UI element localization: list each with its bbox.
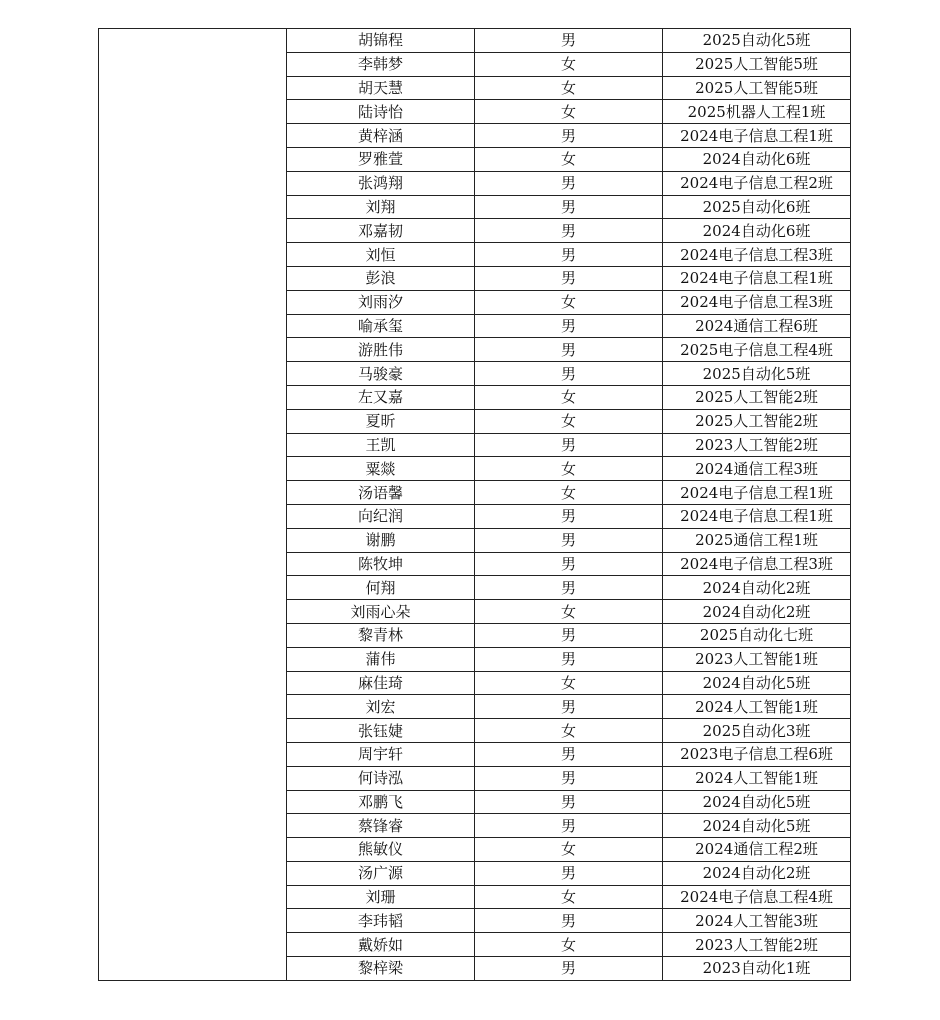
student-name-cell: 胡锦程 [287, 29, 475, 53]
gender-cell: 男 [475, 195, 663, 219]
student-name-cell: 刘雨心朵 [287, 600, 475, 624]
student-name-cell: 彭浪 [287, 266, 475, 290]
class-cell: 2024自动化6班 [663, 219, 851, 243]
class-cell: 2024自动化5班 [663, 814, 851, 838]
gender-cell: 男 [475, 314, 663, 338]
class-cell: 2024电子信息工程3班 [663, 243, 851, 267]
class-cell: 2024电子信息工程3班 [663, 290, 851, 314]
gender-cell: 男 [475, 29, 663, 53]
gender-cell: 男 [475, 504, 663, 528]
class-cell: 2024电子信息工程1班 [663, 124, 851, 148]
class-cell: 2024电子信息工程2班 [663, 171, 851, 195]
gender-cell: 男 [475, 576, 663, 600]
class-cell: 2025通信工程1班 [663, 528, 851, 552]
student-name-cell: 左又嘉 [287, 385, 475, 409]
roster-table [98, 28, 851, 981]
student-name-cell: 李韩梦 [287, 52, 475, 76]
gender-cell: 男 [475, 266, 663, 290]
student-name-cell: 蔡锋睿 [287, 814, 475, 838]
student-name-cell: 陈牧坤 [287, 552, 475, 576]
student-name-cell: 何翔 [287, 576, 475, 600]
class-cell: 2024自动化5班 [663, 790, 851, 814]
student-name-cell: 蒲伟 [287, 647, 475, 671]
student-name-cell: 张鸿翔 [287, 171, 475, 195]
student-name-cell: 黎梓梁 [287, 957, 475, 981]
student-name-cell: 麻佳琦 [287, 671, 475, 695]
gender-cell: 男 [475, 814, 663, 838]
gender-cell: 女 [475, 719, 663, 743]
gender-cell: 男 [475, 861, 663, 885]
class-cell: 2024自动化2班 [663, 600, 851, 624]
gender-cell: 男 [475, 528, 663, 552]
gender-cell: 男 [475, 766, 663, 790]
gender-cell: 男 [475, 552, 663, 576]
gender-cell: 男 [475, 909, 663, 933]
student-name-cell: 刘翔 [287, 195, 475, 219]
class-cell: 2025自动化5班 [663, 29, 851, 53]
student-name-cell: 张钰婕 [287, 719, 475, 743]
class-cell: 2023电子信息工程6班 [663, 742, 851, 766]
gender-cell: 女 [475, 600, 663, 624]
gender-cell: 男 [475, 647, 663, 671]
roster-page [98, 28, 850, 981]
student-name-cell: 何诗泓 [287, 766, 475, 790]
class-cell: 2024自动化5班 [663, 671, 851, 695]
class-cell: 2023人工智能2班 [663, 933, 851, 957]
class-cell: 2024通信工程6班 [663, 314, 851, 338]
class-cell: 2025人工智能5班 [663, 52, 851, 76]
class-cell: 2025电子信息工程4班 [663, 338, 851, 362]
student-name-cell: 马骏豪 [287, 362, 475, 386]
class-cell: 2024自动化6班 [663, 147, 851, 171]
gender-cell: 女 [475, 457, 663, 481]
class-cell: 2024自动化2班 [663, 576, 851, 600]
gender-cell: 女 [475, 671, 663, 695]
student-name-cell: 粟燚 [287, 457, 475, 481]
student-name-cell: 刘珊 [287, 885, 475, 909]
gender-cell: 男 [475, 338, 663, 362]
student-name-cell: 汤广源 [287, 861, 475, 885]
gender-cell: 女 [475, 481, 663, 505]
student-name-cell: 戴娇如 [287, 933, 475, 957]
class-cell: 2025自动化5班 [663, 362, 851, 386]
student-name-cell: 陆诗怡 [287, 100, 475, 124]
student-name-cell: 王凯 [287, 433, 475, 457]
gender-cell: 男 [475, 243, 663, 267]
gender-cell: 女 [475, 290, 663, 314]
class-cell: 2024人工智能1班 [663, 695, 851, 719]
class-cell: 2025人工智能2班 [663, 385, 851, 409]
merged-group-cell [99, 29, 287, 981]
student-name-cell: 黄梓涵 [287, 124, 475, 148]
class-cell: 2024电子信息工程1班 [663, 266, 851, 290]
class-cell: 2025自动化3班 [663, 719, 851, 743]
gender-cell: 女 [475, 100, 663, 124]
student-name-cell: 刘恒 [287, 243, 475, 267]
gender-cell: 女 [475, 838, 663, 862]
class-cell: 2023自动化1班 [663, 957, 851, 981]
student-name-cell: 刘宏 [287, 695, 475, 719]
gender-cell: 男 [475, 433, 663, 457]
class-cell: 2024电子信息工程4班 [663, 885, 851, 909]
class-cell: 2024电子信息工程1班 [663, 481, 851, 505]
class-cell: 2024通信工程3班 [663, 457, 851, 481]
class-cell: 2024自动化2班 [663, 861, 851, 885]
student-name-cell: 谢鹏 [287, 528, 475, 552]
gender-cell: 男 [475, 742, 663, 766]
gender-cell: 女 [475, 933, 663, 957]
gender-cell: 男 [475, 219, 663, 243]
gender-cell: 女 [475, 76, 663, 100]
class-cell: 2025人工智能5班 [663, 76, 851, 100]
student-name-cell: 汤语馨 [287, 481, 475, 505]
class-cell: 2024电子信息工程1班 [663, 504, 851, 528]
class-cell: 2024人工智能3班 [663, 909, 851, 933]
student-name-cell: 罗雅萱 [287, 147, 475, 171]
student-name-cell: 李玮韬 [287, 909, 475, 933]
student-name-cell: 邓嘉韧 [287, 219, 475, 243]
class-cell: 2023人工智能2班 [663, 433, 851, 457]
gender-cell: 男 [475, 171, 663, 195]
class-cell: 2023人工智能1班 [663, 647, 851, 671]
class-cell: 2025人工智能2班 [663, 409, 851, 433]
student-name-cell: 胡天慧 [287, 76, 475, 100]
gender-cell: 女 [475, 385, 663, 409]
gender-cell: 男 [475, 957, 663, 981]
student-name-cell: 游胜伟 [287, 338, 475, 362]
student-name-cell: 黎青林 [287, 623, 475, 647]
student-name-cell: 夏昕 [287, 409, 475, 433]
student-name-cell: 熊敏仪 [287, 838, 475, 862]
gender-cell: 男 [475, 790, 663, 814]
student-name-cell: 周宇轩 [287, 742, 475, 766]
table-row [99, 29, 851, 53]
student-name-cell: 邓鹏飞 [287, 790, 475, 814]
student-name-cell: 喻承玺 [287, 314, 475, 338]
gender-cell: 男 [475, 124, 663, 148]
roster-body [99, 29, 851, 981]
class-cell: 2024通信工程2班 [663, 838, 851, 862]
gender-cell: 女 [475, 885, 663, 909]
class-cell: 2025自动化七班 [663, 623, 851, 647]
class-cell: 2025自动化6班 [663, 195, 851, 219]
class-cell: 2025机器人工程1班 [663, 100, 851, 124]
gender-cell: 女 [475, 409, 663, 433]
gender-cell: 男 [475, 695, 663, 719]
student-name-cell: 刘雨汐 [287, 290, 475, 314]
gender-cell: 男 [475, 623, 663, 647]
class-cell: 2024人工智能1班 [663, 766, 851, 790]
gender-cell: 男 [475, 362, 663, 386]
gender-cell: 女 [475, 147, 663, 171]
gender-cell: 女 [475, 52, 663, 76]
student-name-cell: 向纪润 [287, 504, 475, 528]
class-cell: 2024电子信息工程3班 [663, 552, 851, 576]
